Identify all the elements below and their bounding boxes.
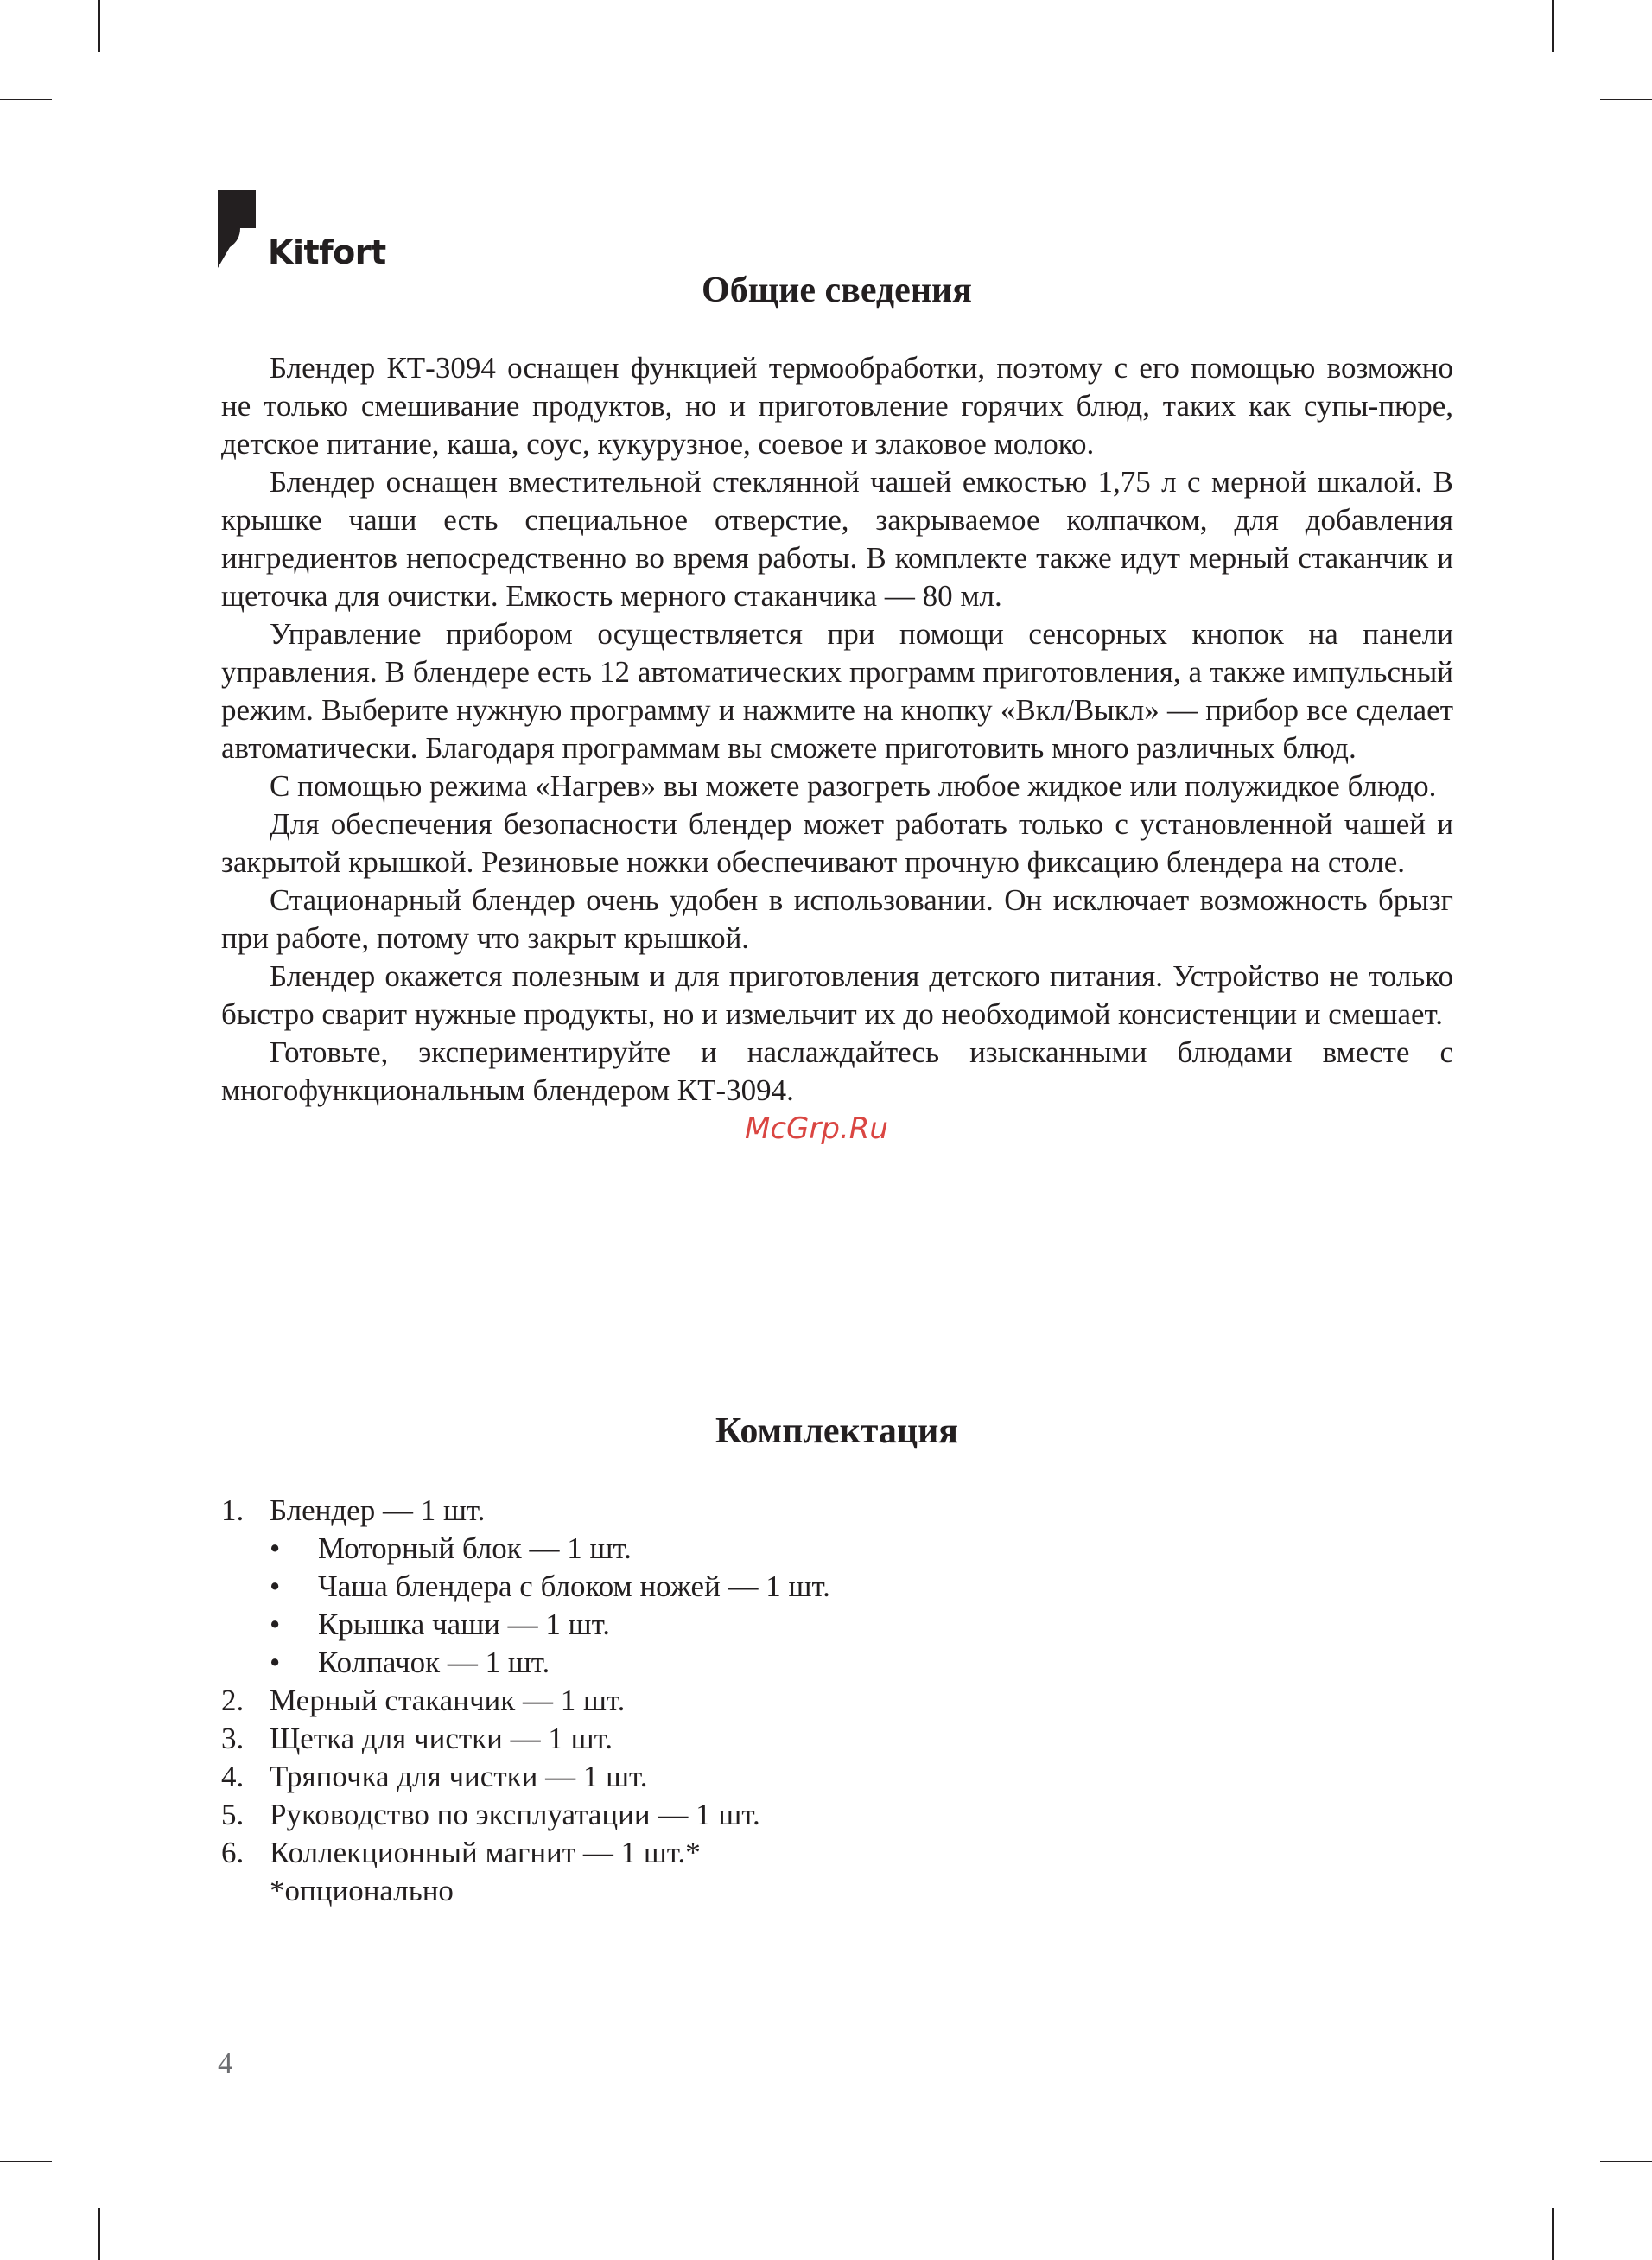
paragraph: Блендер окажется полезным и для приготовления детского питания. Устройство не только быстро сварит нужные продукты, но и измельчит их до необходимой консистенции и смешает. (221, 959, 1453, 1031)
paragraph: Готовьте, экспериментируйте и наслаждайтесь изысканными блюдами вместе с многофункциональным блендером КТ-3094. (221, 1035, 1453, 1107)
item-number: 3. (221, 1722, 245, 1755)
item-number: 5. (221, 1798, 245, 1831)
list-subitem (221, 1606, 1431, 1644)
crop-mark (0, 99, 52, 100)
bullet: • (270, 1531, 281, 1565)
crop-mark (1552, 0, 1554, 52)
kitfort-logo-icon (218, 190, 256, 268)
item-text: Щетка для чистки — 1 шт. (270, 1722, 613, 1755)
paragraph: Для обеспечения безопасности блендер может работать только с установленной чашей и закрытой крышкой. Резиновые ножки обеспечивают прочную фиксацию блендера на столе. (221, 807, 1453, 879)
paragraph: Стационарный блендер очень удобен в использовании. Он исключает возможность брызг при работе, потому что закрыт крышкой. (221, 883, 1453, 955)
item-number: 4. (221, 1760, 245, 1793)
crop-mark (1600, 2161, 1652, 2162)
crop-mark (1600, 99, 1652, 100)
item-number: 1. (221, 1493, 245, 1527)
item-text: Тряпочка для чистки — 1 шт. (270, 1760, 648, 1793)
crop-mark (98, 0, 100, 52)
item-text: Чаша блендера с блоком ножей — 1 шт. (318, 1569, 830, 1603)
list-subitem (221, 1568, 1431, 1606)
crop-mark (1552, 2208, 1554, 2260)
footnote (221, 1872, 1431, 1910)
list-item (221, 1796, 1431, 1834)
crop-mark (0, 2161, 52, 2162)
list-item (221, 1720, 1431, 1758)
list-item (221, 1758, 1431, 1796)
section-title-general: Общие сведения (702, 271, 972, 310)
kit-list (221, 1492, 1431, 1910)
item-text: Руководство по эксплуатации — 1 шт. (270, 1798, 760, 1831)
list-subitem (221, 1530, 1431, 1568)
item-text: Мерный стаканчик — 1 шт. (270, 1684, 626, 1717)
list-item (221, 1682, 1431, 1720)
logo-wordmark: Kitfort (268, 233, 386, 271)
item-text: Крышка чаши — 1 шт. (318, 1607, 611, 1641)
list-item (221, 1492, 1431, 1530)
bullet: • (270, 1646, 281, 1679)
item-number: 2. (221, 1684, 245, 1717)
watermark: McGrp.Ru (745, 1111, 888, 1146)
paragraph: С помощью режима «Нагрев» вы можете разогреть любое жидкое или полужидкое блюдо. (270, 769, 1437, 803)
paragraph: Блендер оснащен вместительной стеклянной чашей емкостью 1,75 л с мерной шкалой. В крышке чаши есть специальное отверстие, закрываемое колпачком, для добавления ингредиентов непосредственно во время работы. В комплекте также идут мерный стаканчик и щеточка для очистки. Емкость мерного стаканчика — 80 мл. (221, 465, 1453, 613)
list-subitem (221, 1644, 1431, 1682)
kitfort-logo (218, 190, 391, 272)
crop-mark (98, 2208, 100, 2260)
footnote-text: *опционально (270, 1874, 454, 1907)
paragraph: Блендер КТ-3094 оснащен функцией термообработки, поэтому с его помощью возможно не только смешивание продуктов, но и приготовление горячих блюд, таких как супы-пюре, детское питание, каша, соус, кукурузное, соевое и злаковое молоко. (221, 351, 1453, 461)
item-text: Колпачок — 1 шт. (318, 1646, 550, 1679)
general-text-block (221, 349, 1453, 1110)
list-item (221, 1834, 1431, 1872)
item-number: 6. (221, 1836, 245, 1869)
item-text: Блендер — 1 шт. (270, 1493, 486, 1527)
section-title-kit: Комплектация (715, 1411, 959, 1451)
page-number: 4 (218, 2047, 233, 2080)
item-text: Коллекционный магнит — 1 шт.* (270, 1836, 701, 1869)
item-text: Моторный блок — 1 шт. (318, 1531, 632, 1565)
bullet: • (270, 1569, 281, 1603)
bullet: • (270, 1607, 281, 1641)
paragraph: Управление прибором осуществляется при помощи сенсорных кнопок на панели управления. В блендере есть 12 автоматических программ приготовления, а также импульсный режим. Выберите нужную программу и нажмите на кнопку «Вкл/Выкл» — прибор все сделает автоматически. Благодаря программам вы сможете приготовить много различных блюд. (221, 617, 1453, 765)
